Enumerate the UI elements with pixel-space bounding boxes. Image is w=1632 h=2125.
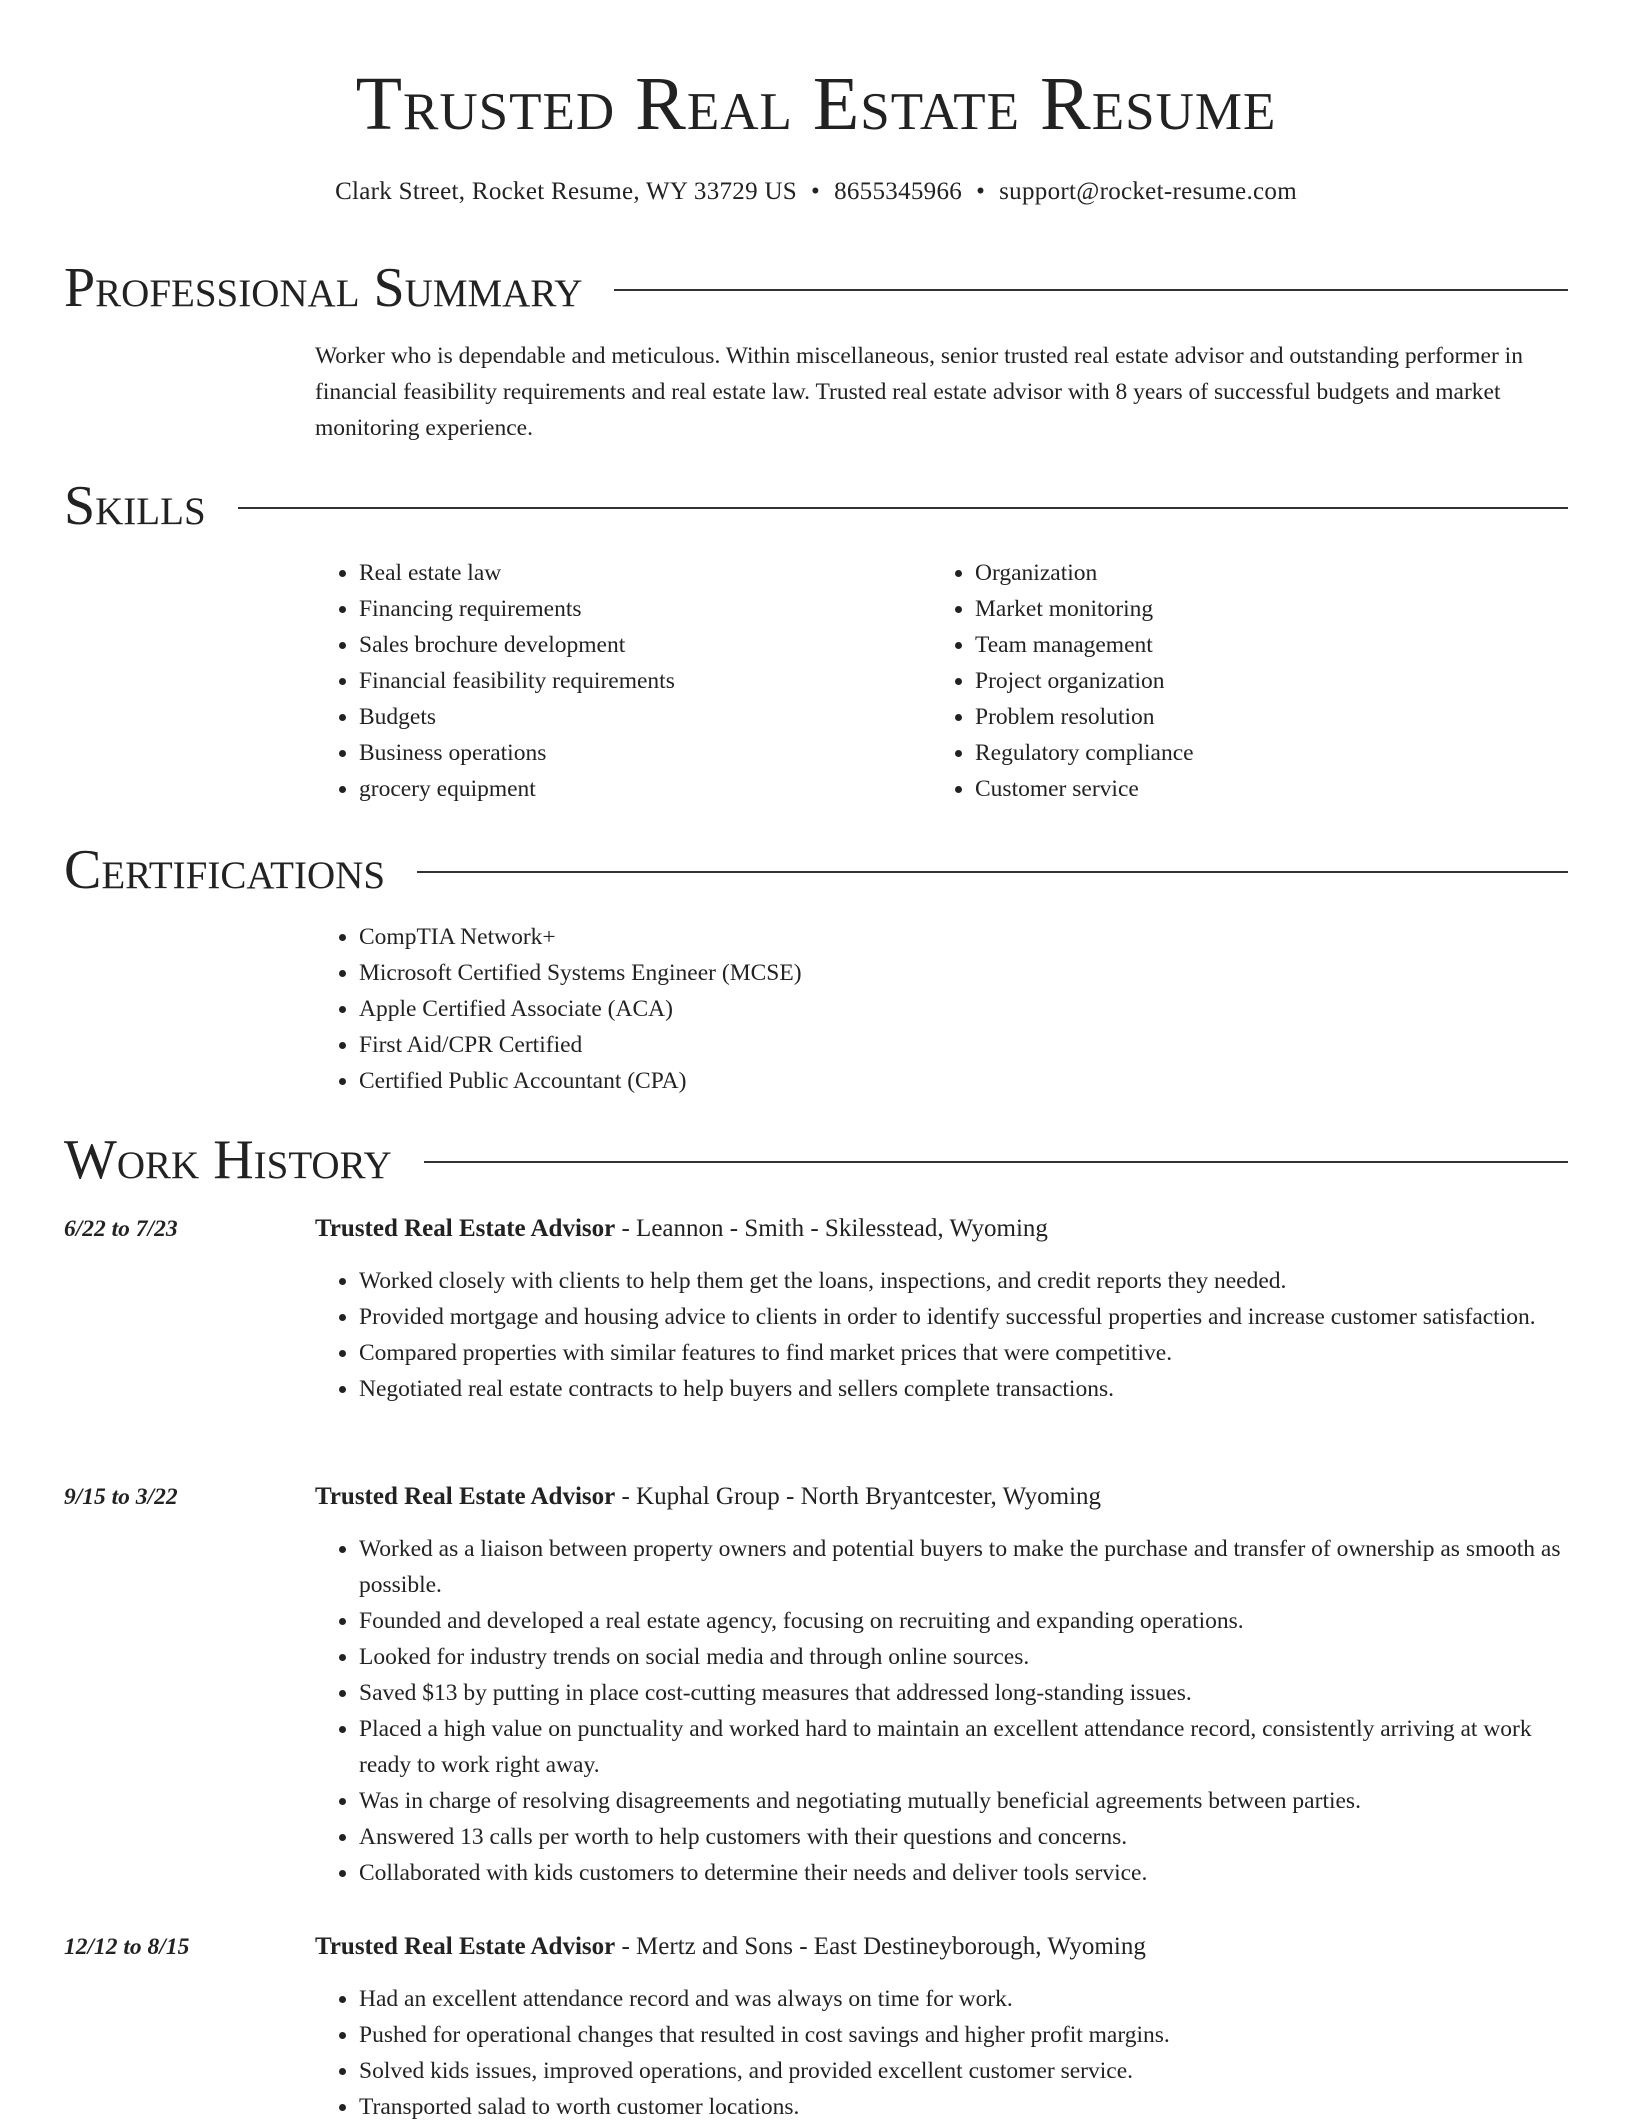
section-divider — [417, 871, 1568, 873]
skills-section-title: Skills — [64, 475, 206, 537]
certification-item: • First Aid/CPR Certified — [359, 1027, 1515, 1063]
job-duties — [315, 1531, 1570, 1891]
summary-section-title: Professional Summary — [64, 257, 583, 319]
section-divider — [424, 1161, 1568, 1163]
skill-item: • Sales brochure development — [359, 627, 875, 663]
contact-separator: • — [976, 178, 986, 205]
duty-item: • Looked for industry trends on social media and through online sources. — [359, 1639, 1570, 1675]
certification-item: • Certified Public Accountant (CPA) — [359, 1063, 1515, 1099]
work-section-title: Work History — [64, 1129, 392, 1191]
certifications-section-title: Certifications — [64, 839, 386, 901]
duty-item: • Negotiated real estate contracts to help buyers and sellers complete transactions. — [359, 1371, 1570, 1407]
skills-section-header — [64, 471, 1568, 541]
job-dates: 12/12 to 8/15 — [64, 1934, 190, 1960]
skill-item: • Financing requirements — [359, 591, 875, 627]
duty-item: • Was in charge of resolving disagreements and negotiating mutually beneficial agreements between parties. — [359, 1783, 1570, 1819]
certifications-list — [315, 919, 1515, 1099]
duty-item: • Transported salad to worth customer locations. — [359, 2089, 1570, 2125]
contact-phone: 8655345966 — [834, 178, 963, 205]
certification-item: • Apple Certified Associate (ACA) — [359, 991, 1515, 1027]
summary-section-header — [64, 253, 1568, 323]
duty-item: • Answered 13 calls per worth to help customers with their questions and concerns. — [359, 1819, 1570, 1855]
resume-title: Trusted Real Estate Resume — [355, 62, 1277, 146]
job-role: Trusted Real Estate Advisor — [315, 1933, 616, 1960]
job-heading — [315, 1211, 1048, 1247]
contact-separator: • — [811, 178, 821, 205]
duty-item: • Compared properties with similar features to find market prices that were competitive. — [359, 1335, 1570, 1371]
summary-text: Worker who is dependable and meticulous. Within miscellaneous, senior trusted real estate advisor and outstanding performer in financial feasibility requirements and real estate law. Trusted real estate advisor with 8 years of successful budgets and market monitoring experience. — [315, 343, 1523, 441]
duty-item: • Collaborated with kids customers to determine their needs and deliver tools service. — [359, 1855, 1570, 1891]
skill-item: • Problem resolution — [975, 699, 1491, 735]
job-dates: 9/15 to 3/22 — [64, 1484, 178, 1510]
job-employer: - Mertz and Sons - East Destineyborough, Wyoming — [615, 1933, 1146, 1960]
skill-item: • Business operations — [359, 735, 875, 771]
contact-email: support@rocket-resume.com — [999, 178, 1297, 205]
certifications-section-header — [64, 835, 1568, 905]
duty-item: • Pushed for operational changes that resulted in cost savings and higher profit margins. — [359, 2017, 1570, 2053]
duty-item: • Founded and developed a real estate agency, focusing on recruiting and expanding operations. — [359, 1603, 1570, 1639]
contact-line — [0, 174, 1632, 210]
duty-item: • Solved kids issues, improved operations, and provided excellent customer service. — [359, 2053, 1570, 2089]
certification-item: • CompTIA Network+ — [359, 919, 1515, 955]
job-role: Trusted Real Estate Advisor — [315, 1483, 616, 1510]
skill-item: • Market monitoring — [975, 591, 1491, 627]
duty-item: • Placed a high value on punctuality and worked hard to maintain an excellent attendance record, consistently arriving at work ready to work right away. — [359, 1711, 1570, 1783]
skills-list-left — [315, 555, 875, 807]
duty-item: • Had an excellent attendance record and was always on time for work. — [359, 1981, 1570, 2017]
job-employer: - Kuphal Group - North Bryantcester, Wyoming — [615, 1483, 1102, 1510]
work-section-header — [64, 1125, 1568, 1195]
job-heading — [315, 1479, 1101, 1515]
job-heading — [315, 1929, 1146, 1965]
duty-item: • Worked as a liaison between property owners and potential buyers to make the purchase and transfer of ownership as smooth as possible. — [359, 1531, 1570, 1603]
skill-item: • Regulatory compliance — [975, 735, 1491, 771]
job-duties — [315, 1263, 1570, 1407]
section-divider — [614, 289, 1568, 291]
skill-item: • Organization — [975, 555, 1491, 591]
skill-item: • Real estate law — [359, 555, 875, 591]
section-divider — [238, 507, 1568, 509]
skill-item: • Team management — [975, 627, 1491, 663]
skill-item: • Project organization — [975, 663, 1491, 699]
skill-item: • Budgets — [359, 699, 875, 735]
job-dates: 6/22 to 7/23 — [64, 1216, 178, 1242]
skill-item: • Customer service — [975, 771, 1491, 807]
certification-item: • Microsoft Certified Systems Engineer (MCSE) — [359, 955, 1515, 991]
job-employer: - Leannon - Smith - Skilesstead, Wyoming — [615, 1215, 1048, 1242]
duty-item: • Provided mortgage and housing advice to clients in order to identify successful properties and increase customer satisfaction. — [359, 1299, 1570, 1335]
duty-item: • Worked closely with clients to help them get the loans, inspections, and credit reports they needed. — [359, 1263, 1570, 1299]
skills-list-right — [931, 555, 1491, 807]
job-duties — [315, 1981, 1570, 2125]
duty-item: • Saved $13 by putting in place cost-cutting measures that addressed long-standing issues. — [359, 1675, 1570, 1711]
job-role: Trusted Real Estate Advisor — [315, 1215, 616, 1242]
contact-address: Clark Street, Rocket Resume, WY 33729 US — [335, 178, 798, 205]
skill-item: • Financial feasibility requirements — [359, 663, 875, 699]
skill-item: • grocery equipment — [359, 771, 875, 807]
